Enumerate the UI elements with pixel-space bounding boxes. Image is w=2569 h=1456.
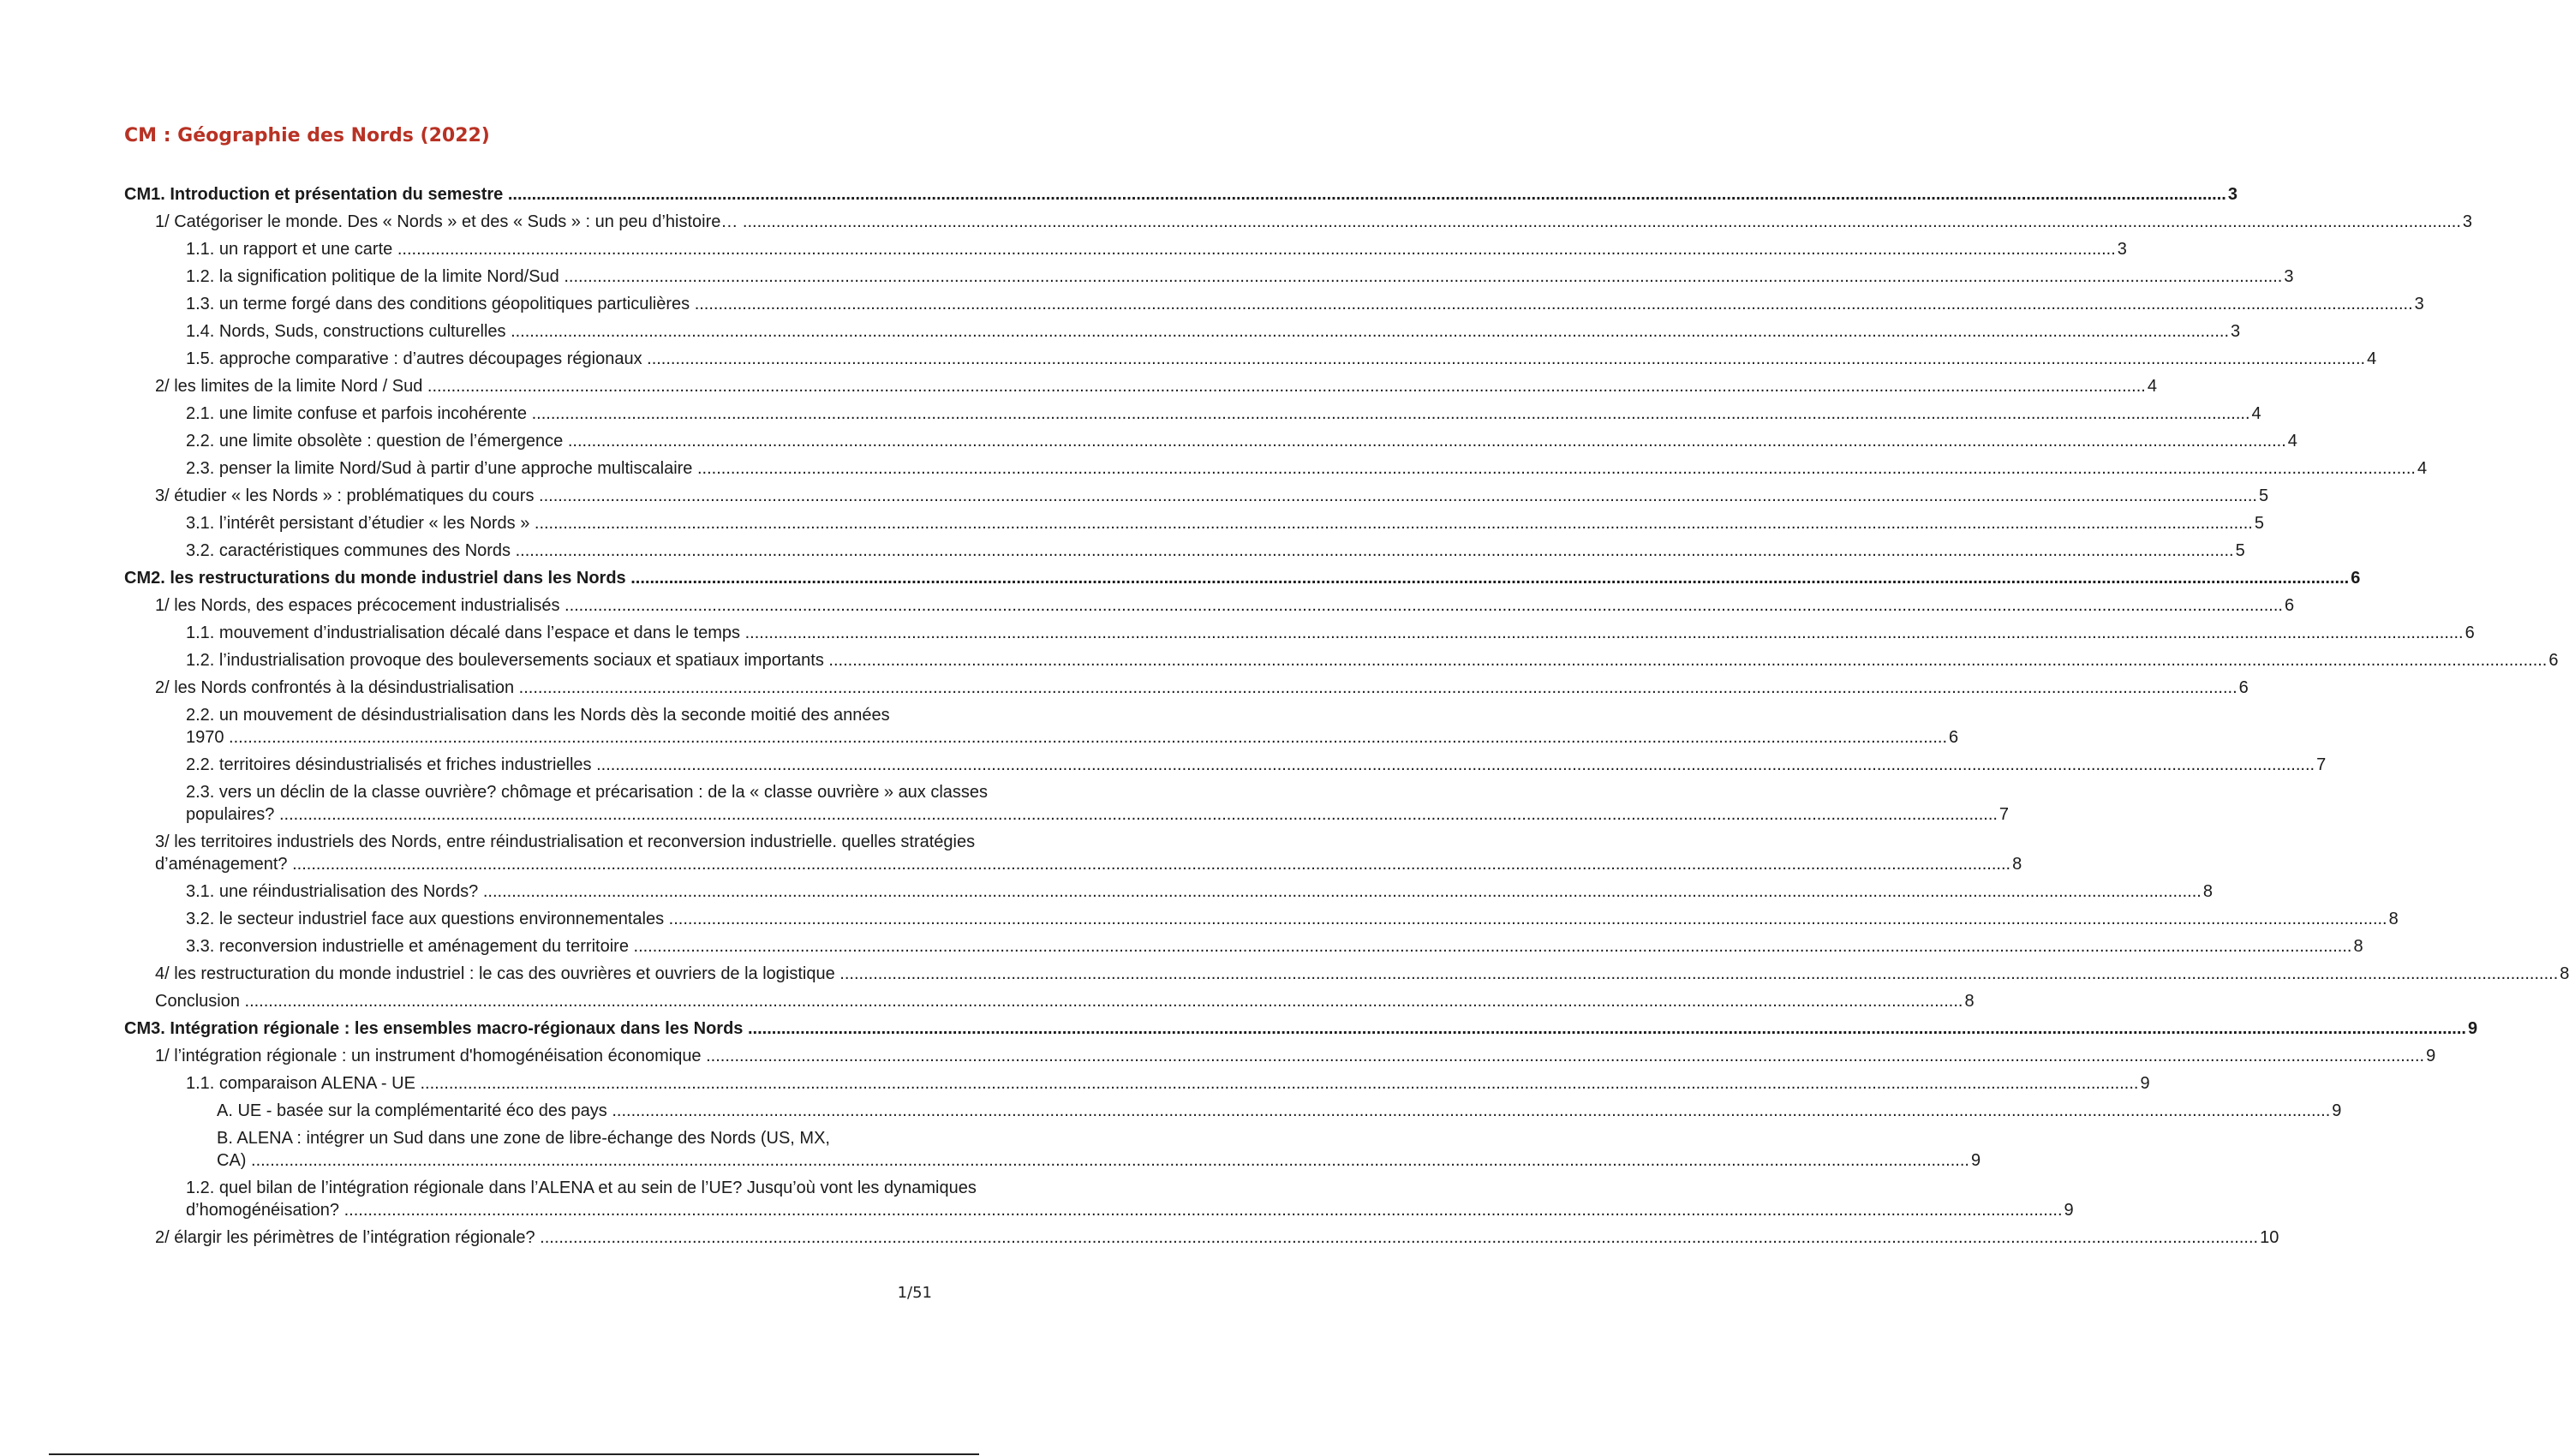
toc-item-page: 9 <box>1970 1151 1981 1170</box>
toc-item-label: 1/ l’intégration régionale : un instrument d'homogénéisation économique ..... <box>155 1045 2424 1067</box>
toc-item-label: 3.3. reconversion industrielle et aménagement du territoire ..... <box>186 935 2351 958</box>
toc-item-page: 4 <box>2251 404 2261 423</box>
toc-chapter[interactable] <box>124 1017 2478 1040</box>
toc-item-label: 4/ les restructuration du monde industriel : le cas des ouvrières et ouvriers de la logistique ..... <box>155 963 2558 985</box>
toc-item-label: A. UE - basée sur la complémentarité éco des pays ..... <box>217 1100 2330 1122</box>
toc-item-page: 9 <box>2467 1019 2478 1038</box>
toc-item-label: 2.2. un mouvement de désindustrialisation dans les Nords dès la seconde moitié des années 1970 ..... <box>186 704 1947 749</box>
toc-chapter[interactable] <box>124 183 2237 206</box>
toc-item-page: 7 <box>1998 805 2010 824</box>
toc-item[interactable] <box>124 990 1975 1012</box>
toc-item-page: 6 <box>2351 569 2361 588</box>
toc-item-page: 9 <box>2426 1047 2436 1065</box>
toc-item-label: CM2. les restructurations du monde industriel dans les Nords ..... <box>124 567 2349 589</box>
toc-item-label: 2.2. une limite obsolète : question de l’émergence ..... <box>186 430 2286 452</box>
toc-item[interactable] <box>124 1177 2074 1221</box>
toc-item-label: 1.1. un rapport et une carte ..... <box>186 238 2116 260</box>
toc-item-page: 4 <box>2147 377 2157 396</box>
toc-item-page: 3 <box>2227 185 2237 204</box>
toc-item[interactable] <box>124 1045 2436 1067</box>
toc-item-page: 4 <box>2367 349 2377 368</box>
toc-item-page: 9 <box>2140 1074 2150 1093</box>
toc-item[interactable] <box>124 908 2399 930</box>
toc-item-label: 1.2. quel bilan de l’intégration régionale dans l’ALENA et au sein de l’UE? Jusqu’où vont les dynamiques d’homogénéisation? ..... <box>186 1177 2063 1221</box>
toc-item-label: 1/ les Nords, des espaces précocement industrialisés ..... <box>155 594 2283 617</box>
toc-item-label: 1.3. un terme forgé dans des conditions géopolitiques particulières ..... <box>186 293 2413 315</box>
toc-item-label: 2.2. territoires désindustrialisés et friches industrielles ..... <box>186 754 2315 776</box>
toc-item-label: 2.3. vers un déclin de la classe ouvrière? chômage et précarisation : de la « classe ouvrière » aux classes populaires? ..... <box>186 781 1998 826</box>
toc-item[interactable] <box>124 348 2377 370</box>
toc-item[interactable] <box>124 266 2294 288</box>
toc-item-label: 1/ Catégoriser le monde. Des « Nords » et des « Suds » : un peu d’histoire… ..... <box>155 211 2461 233</box>
toc-item-page: 3 <box>2462 212 2473 231</box>
toc-item-page: 8 <box>2012 855 2022 874</box>
toc-item-page: 9 <box>2332 1101 2342 1120</box>
toc-item[interactable] <box>124 457 2428 480</box>
toc-item[interactable] <box>124 540 2245 562</box>
toc-chapter[interactable] <box>124 567 2361 589</box>
toc-item-label: 3/ étudier « les Nords » : problématiques du cours ..... <box>155 485 2257 507</box>
toc-item[interactable] <box>124 512 2264 534</box>
toc-item[interactable] <box>124 293 2424 315</box>
toc-item-label: 3.2. caractéristiques communes des Nords ..... <box>186 540 2234 562</box>
toc-item-page: 9 <box>2064 1201 2074 1220</box>
toc-item-label: 1.2. l’industrialisation provoque des bouleversements sociaux et spatiaux importants ..... <box>186 649 2547 671</box>
toc-item[interactable] <box>124 1127 1981 1172</box>
toc-item-page: 3 <box>2284 267 2294 286</box>
toc-item[interactable] <box>124 649 2559 671</box>
toc-item-page: 3 <box>2117 240 2127 259</box>
table-of-contents <box>124 183 2569 1254</box>
toc-item-page: 6 <box>2238 678 2249 697</box>
toc-item-page: 6 <box>2284 596 2295 615</box>
page-indicator: 1/51 <box>897 1284 932 1302</box>
toc-item-page: 5 <box>2235 541 2245 560</box>
toc-item[interactable] <box>124 1100 2342 1122</box>
document-title: CM : Géographie des Nords (2022) <box>124 125 490 146</box>
toc-item[interactable] <box>124 485 2269 507</box>
toc-item-page: 6 <box>2464 624 2475 642</box>
toc-item-label: B. ALENA : intégrer un Sud dans une zone de libre-échange des Nords (US, MX, CA) ..... <box>217 1127 1969 1172</box>
footer-rule <box>49 1453 979 1455</box>
toc-item-page: 6 <box>2548 651 2559 670</box>
toc-item-page: 5 <box>2258 486 2269 505</box>
toc-item-page: 8 <box>2202 882 2213 901</box>
toc-item-label: 1.1. mouvement d’industrialisation décalé dans l’espace et dans le temps ..... <box>186 622 2464 644</box>
toc-item-page: 8 <box>2560 964 2569 983</box>
toc-item[interactable] <box>124 677 2249 699</box>
toc-item-label: 1.1. comparaison ALENA - UE ..... <box>186 1072 2138 1095</box>
toc-item[interactable] <box>124 1226 2279 1249</box>
toc-item[interactable] <box>124 375 2157 397</box>
toc-item-label: 2.3. penser la limite Nord/Sud à partir d’une approche multiscalaire ..... <box>186 457 2416 480</box>
toc-item-label: 1.5. approche comparative : d’autres découpages régionaux ..... <box>186 348 2365 370</box>
toc-item-label: 2/ élargir les périmètres de l’intégration régionale? ..... <box>155 1226 2258 1249</box>
toc-item-label: 2.1. une limite confuse et parfois incohérente ..... <box>186 403 2250 425</box>
toc-item-page: 3 <box>2231 322 2241 341</box>
toc-item-label: 3.1. une réindustrialisation des Nords? ..... <box>186 880 2202 903</box>
toc-item-page: 8 <box>2388 910 2399 928</box>
toc-item-page: 5 <box>2254 514 2264 533</box>
toc-item[interactable] <box>124 781 2010 826</box>
toc-item-page: 7 <box>2316 755 2327 774</box>
toc-item[interactable] <box>124 403 2261 425</box>
toc-item[interactable] <box>124 1072 2150 1095</box>
toc-item[interactable] <box>124 754 2327 776</box>
toc-item[interactable] <box>124 935 2363 958</box>
toc-item[interactable] <box>124 594 2295 617</box>
toc-item-label: 1.2. la signification politique de la limite Nord/Sud ..... <box>186 266 2282 288</box>
toc-item-label: Conclusion ..... <box>155 990 1963 1012</box>
toc-item[interactable] <box>124 831 2022 875</box>
toc-item[interactable] <box>124 963 2569 985</box>
toc-item[interactable] <box>124 238 2127 260</box>
toc-item-page: 10 <box>2260 1228 2279 1247</box>
toc-item-page: 8 <box>2353 937 2363 956</box>
toc-item-label: 2/ les Nords confrontés à la désindustrialisation ..... <box>155 677 2237 699</box>
toc-item[interactable] <box>124 211 2473 233</box>
toc-item-page: 3 <box>2414 295 2424 313</box>
toc-item-label: CM1. Introduction et présentation du semestre ..... <box>124 183 2226 206</box>
toc-item-label: 1.4. Nords, Suds, constructions culturelles ..... <box>186 320 2229 343</box>
toc-item-page: 4 <box>2287 432 2297 451</box>
toc-item[interactable] <box>124 880 2213 903</box>
toc-item-page: 6 <box>1949 728 1959 747</box>
toc-item-label: CM3. Intégration régionale : les ensembles macro-régionaux dans les Nords ..... <box>124 1017 2466 1040</box>
toc-item[interactable] <box>124 320 2241 343</box>
toc-item-label: 3.2. le secteur industriel face aux questions environnementales ..... <box>186 908 2387 930</box>
toc-item-label: 3.1. l’intérêt persistant d’étudier « les Nords » ..... <box>186 512 2253 534</box>
toc-item[interactable] <box>124 704 1959 749</box>
toc-item-label: 3/ les territoires industriels des Nords, entre réindustrialisation et reconversion industrielle. quelles stratégies d’aménagement? ..... <box>155 831 2010 875</box>
toc-item[interactable] <box>124 622 2475 644</box>
toc-item-label: 2/ les limites de la limite Nord / Sud ..... <box>155 375 2146 397</box>
toc-item-page: 4 <box>2417 459 2428 478</box>
toc-item-page: 8 <box>1964 992 1975 1011</box>
toc-item[interactable] <box>124 430 2297 452</box>
